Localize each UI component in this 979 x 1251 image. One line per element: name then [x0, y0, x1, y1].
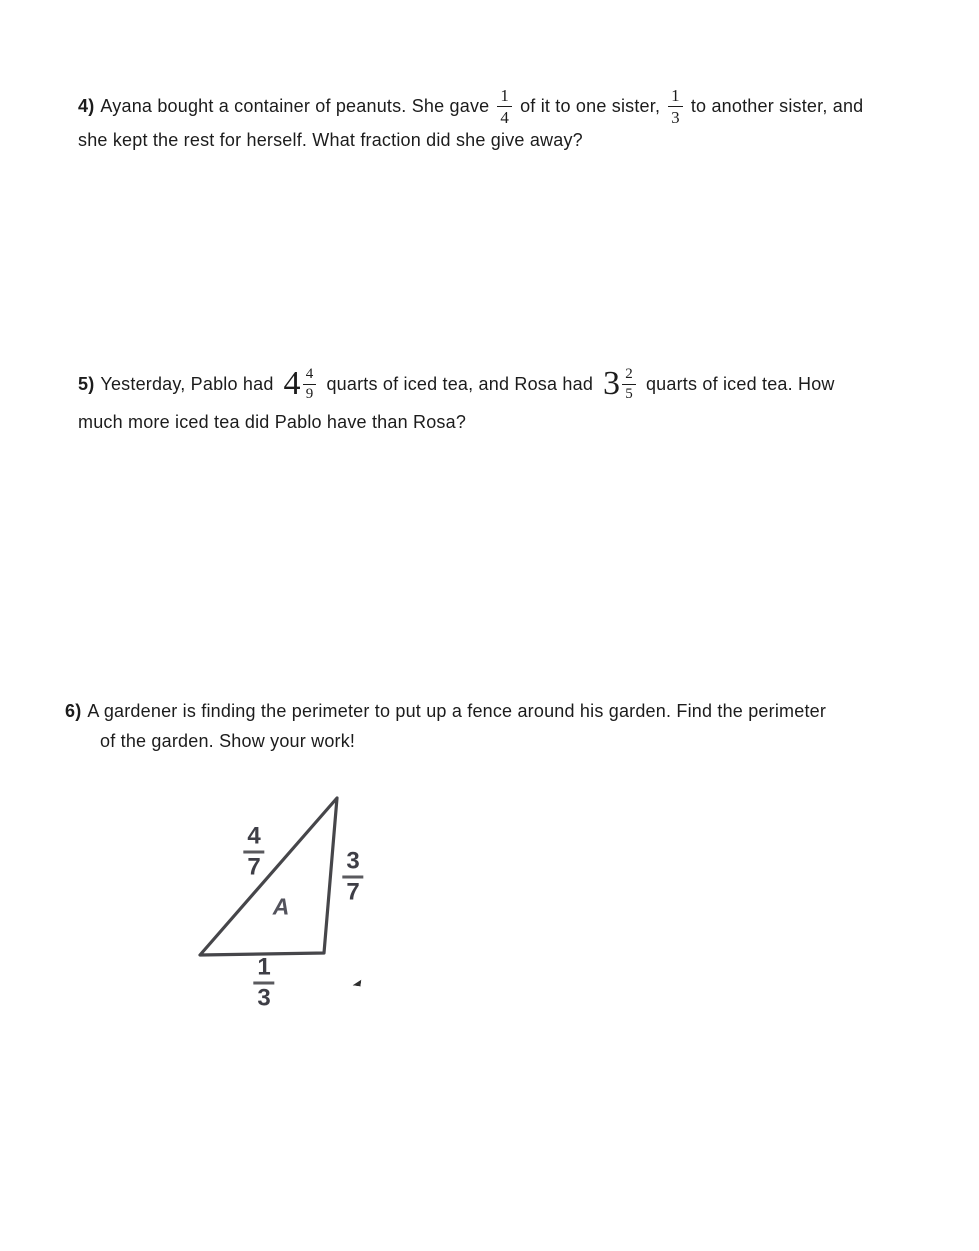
problem-6: [65, 697, 965, 755]
problem-5-line-2: [78, 408, 958, 436]
triangle-area-label: A: [272, 893, 290, 920]
problem-5-text-b: quarts of iced tea, and Rosa had: [326, 373, 594, 394]
fraction-numerator: 3: [342, 850, 363, 879]
side-label-left: [243, 822, 264, 881]
fraction-numerator: 1: [253, 956, 274, 985]
mixed-whole-number: 3: [603, 365, 621, 402]
problem-4-text-a: Ayana bought a container of peanuts. She gave: [100, 95, 490, 116]
mixed-number-rosa: [603, 367, 636, 402]
problem-6-line-2: [100, 727, 965, 755]
mixed-whole-number: 4: [283, 365, 301, 402]
fraction-one-third: [668, 87, 683, 126]
problem-4: [78, 86, 958, 154]
fraction-denominator: 4: [500, 107, 510, 127]
problem-5-text-c: quarts of iced tea. How: [645, 373, 835, 394]
mixed-fraction: [303, 367, 317, 402]
side-label-bottom: [253, 953, 274, 1012]
fraction-numerator: 4: [303, 367, 317, 385]
problem-6-text-b: of the garden. Show your work!: [100, 730, 356, 751]
mixed-fraction: [622, 367, 636, 402]
problem-5-number: 5): [78, 373, 95, 394]
fraction-denominator: 7: [247, 853, 261, 881]
fraction-denominator: 3: [671, 107, 680, 127]
problem-4-line-1: [78, 86, 958, 126]
problem-5-text-a: Yesterday, Pablo had: [100, 373, 274, 394]
problem-5: [78, 360, 958, 436]
problem-6-number: 6): [65, 700, 82, 721]
fraction-numerator: 1: [668, 87, 683, 107]
fraction-denominator: 9: [305, 385, 314, 402]
problem-5-text-d: much more iced tea did Pablo have than Rosa?: [78, 411, 467, 432]
problem-4-number: 4): [78, 95, 95, 116]
triangle-drawing: [190, 785, 400, 1025]
side-label-right: [342, 847, 363, 906]
problem-4-text-c: to another sister, and: [690, 95, 864, 116]
fraction-numerator: 1: [497, 87, 512, 107]
problem-4-text-d: she kept the rest for herself. What fraction did she give away?: [78, 129, 583, 150]
fraction-denominator: 7: [346, 878, 360, 906]
problem-4-line-2: [78, 126, 958, 154]
fraction-denominator: 3: [257, 984, 271, 1012]
triangle-figure: [190, 785, 400, 1025]
problem-6-line-1: [65, 697, 965, 725]
problem-5-line-1: [78, 360, 958, 408]
mixed-number-pablo: [284, 367, 317, 402]
fraction-numerator: 4: [243, 825, 264, 854]
triangle-outline: [200, 798, 337, 955]
fraction-numerator: 2: [622, 367, 636, 385]
fraction-one-fourth: [497, 87, 512, 126]
fraction-denominator: 5: [625, 385, 633, 402]
problem-6-text-a: A gardener is finding the perimeter to put up a fence around his garden. Find the perimeter: [87, 700, 827, 721]
problem-4-text-b: of it to one sister,: [520, 95, 661, 116]
